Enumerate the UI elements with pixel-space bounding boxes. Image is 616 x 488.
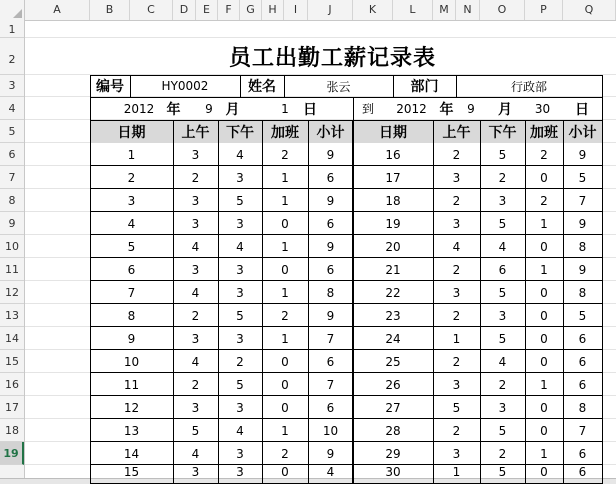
column-header-bar bbox=[0, 0, 616, 21]
table-cell: 9 bbox=[578, 262, 587, 277]
header-2: 下午 bbox=[218, 120, 262, 143]
start-year: 2012 bbox=[123, 101, 155, 116]
table-cell: 2 bbox=[498, 446, 507, 461]
table-cell: 0 bbox=[540, 170, 548, 185]
table-cell: 0 bbox=[281, 400, 289, 415]
table-cell: 2 bbox=[127, 170, 136, 185]
table-cell: 9 bbox=[326, 446, 335, 461]
table-cell: 5 bbox=[578, 308, 587, 323]
header-1: 上午 bbox=[173, 120, 218, 143]
table-cell: 3 bbox=[191, 331, 200, 346]
table-cell: 2 bbox=[191, 170, 200, 185]
table-cell: 9 bbox=[326, 239, 335, 254]
table-cell: 17 bbox=[385, 170, 401, 185]
table-cell: 3 bbox=[191, 400, 200, 415]
grid-line bbox=[90, 464, 603, 465]
table-cell: 8 bbox=[578, 239, 587, 254]
grid-line bbox=[90, 165, 603, 166]
column-header-l[interactable]: L bbox=[393, 0, 433, 20]
to-label: 到 bbox=[361, 102, 374, 116]
table-cell: 1 bbox=[281, 331, 289, 346]
row-header-6[interactable]: 6 bbox=[0, 143, 24, 166]
table-cell: 22 bbox=[385, 285, 401, 300]
table-cell: 3 bbox=[236, 446, 244, 461]
row-header-9[interactable]: 9 bbox=[0, 212, 24, 235]
table-cell: 9 bbox=[326, 193, 335, 208]
table-cell: 3 bbox=[452, 285, 461, 300]
grid-line bbox=[90, 349, 603, 350]
header-0: 日期 bbox=[90, 120, 173, 143]
table-cell: 2 bbox=[498, 377, 507, 392]
id-value: HY0002 bbox=[161, 79, 209, 93]
grid-line bbox=[90, 303, 603, 304]
row-header-2[interactable]: 2 bbox=[0, 38, 24, 75]
row-header-15[interactable]: 15 bbox=[0, 350, 24, 373]
table-cell: 9 bbox=[326, 147, 335, 162]
grid-line bbox=[393, 75, 394, 97]
grid-line bbox=[173, 120, 174, 484]
table-cell: 5 bbox=[578, 170, 587, 185]
table-cell: 4 bbox=[236, 147, 244, 162]
table-cell: 5 bbox=[498, 331, 507, 346]
row-header-14[interactable]: 14 bbox=[0, 327, 24, 350]
table-cell: 0 bbox=[281, 465, 289, 479]
row-header-7[interactable]: 7 bbox=[0, 166, 24, 189]
table-cell: 3 bbox=[236, 400, 244, 415]
end-year: 2012 bbox=[396, 101, 427, 116]
id-label: 编号 bbox=[96, 79, 124, 95]
table-cell: 18 bbox=[385, 193, 401, 208]
table-cell: 24 bbox=[385, 331, 401, 346]
column-header-a[interactable]: A bbox=[25, 0, 90, 20]
grid-line bbox=[130, 75, 131, 97]
table-cell: 6 bbox=[578, 465, 587, 479]
table-cell: 16 bbox=[385, 147, 401, 162]
table-cell: 3 bbox=[498, 308, 507, 323]
table-cell: 1 bbox=[281, 239, 289, 254]
grid-line bbox=[90, 441, 603, 442]
table-cell: 6 bbox=[326, 170, 335, 185]
table-cell: 9 bbox=[326, 308, 335, 323]
row-header-18[interactable]: 18 bbox=[0, 419, 24, 442]
table-cell: 6 bbox=[578, 331, 587, 346]
table-cell: 9 bbox=[578, 216, 587, 231]
select-all-corner[interactable] bbox=[0, 0, 25, 20]
grid-line bbox=[456, 75, 457, 97]
table-cell: 13 bbox=[123, 423, 140, 438]
table-cell: 2 bbox=[498, 170, 507, 185]
column-header-e[interactable]: E bbox=[196, 0, 218, 20]
table-cell: 0 bbox=[281, 216, 289, 231]
row-header-3[interactable]: 3 bbox=[0, 75, 24, 97]
table-cell: 5 bbox=[127, 239, 136, 254]
end-year-label: 年 bbox=[439, 101, 454, 118]
table-cell: 2 bbox=[452, 147, 461, 162]
column-header-b[interactable]: B bbox=[90, 0, 130, 20]
table-cell: 0 bbox=[540, 465, 548, 479]
start-month-label: 月 bbox=[225, 101, 240, 118]
row-header-11[interactable]: 11 bbox=[0, 258, 24, 281]
table-cell: 4 bbox=[191, 446, 200, 461]
table-cell: 19 bbox=[385, 216, 401, 231]
grid-line bbox=[90, 97, 603, 98]
table-cell: 11 bbox=[123, 377, 140, 392]
table-cell: 2 bbox=[452, 262, 461, 277]
start-month: 9 bbox=[205, 101, 213, 116]
header-5: 日期 bbox=[353, 120, 433, 143]
column-header-h[interactable]: H bbox=[262, 0, 284, 20]
table-cell: 21 bbox=[385, 262, 401, 277]
table-cell: 10 bbox=[123, 354, 140, 369]
table-cell: 6 bbox=[498, 262, 507, 277]
table-cell: 1 bbox=[281, 193, 289, 208]
grid-line bbox=[90, 120, 603, 121]
grid-line bbox=[525, 120, 526, 484]
column-header-f[interactable]: F bbox=[218, 0, 240, 20]
table-cell: 29 bbox=[385, 446, 401, 461]
grid-line bbox=[90, 372, 603, 373]
grid-line bbox=[90, 418, 603, 419]
table-cell: 2 bbox=[281, 308, 289, 323]
header-8: 加班 bbox=[525, 120, 563, 143]
table-cell: 4 bbox=[127, 216, 136, 231]
table-cell: 1 bbox=[540, 216, 548, 231]
grid-line bbox=[480, 120, 481, 484]
header-3: 加班 bbox=[262, 120, 308, 143]
table-cell: 3 bbox=[236, 170, 244, 185]
column-header-g[interactable]: G bbox=[240, 0, 262, 20]
table-cell: 6 bbox=[326, 262, 335, 277]
table-cell: 0 bbox=[540, 285, 548, 300]
table-cell: 27 bbox=[385, 400, 401, 415]
table-cell: 3 bbox=[236, 285, 244, 300]
end-month: 9 bbox=[467, 101, 475, 116]
table-cell: 1 bbox=[281, 285, 289, 300]
table-cell: 3 bbox=[236, 465, 244, 479]
column-header-n[interactable]: N bbox=[456, 0, 480, 20]
header-6: 上午 bbox=[433, 120, 480, 143]
sheet-title: 员工出勤工薪记录表 bbox=[229, 45, 437, 71]
grid-line bbox=[90, 257, 603, 258]
start-day: 1 bbox=[281, 101, 289, 116]
table-cell: 3 bbox=[452, 377, 461, 392]
row-header-16[interactable]: 16 bbox=[0, 373, 24, 396]
row-header-10[interactable]: 10 bbox=[0, 235, 24, 258]
table-cell: 28 bbox=[385, 423, 401, 438]
table-cell: 4 bbox=[236, 423, 244, 438]
table-cell: 25 bbox=[385, 354, 401, 369]
grid-line bbox=[90, 188, 603, 189]
table-cell: 5 bbox=[236, 377, 244, 392]
table-cell: 4 bbox=[498, 354, 507, 369]
grid-line bbox=[353, 97, 354, 120]
table-cell: 3 bbox=[452, 170, 461, 185]
table-cell: 0 bbox=[540, 354, 548, 369]
table-cell: 2 bbox=[236, 354, 244, 369]
table-cell: 10 bbox=[322, 423, 339, 438]
column-header-q[interactable]: Q bbox=[563, 0, 616, 20]
end-day: 30 bbox=[534, 101, 551, 116]
table-cell: 0 bbox=[540, 400, 548, 415]
row-header-8[interactable]: 8 bbox=[0, 189, 24, 212]
end-day-label: 日 bbox=[575, 101, 589, 118]
table-cell: 15 bbox=[123, 465, 140, 479]
table-cell: 2 bbox=[281, 446, 289, 461]
table-cell: 4 bbox=[236, 239, 244, 254]
center-divider bbox=[352, 120, 353, 484]
table-cell: 2 bbox=[540, 193, 548, 208]
table-cell: 23 bbox=[385, 308, 401, 323]
table-cell: 2 bbox=[452, 423, 461, 438]
table-cell: 1 bbox=[127, 147, 136, 162]
table-cell: 3 bbox=[191, 193, 200, 208]
table-cell: 3 bbox=[236, 262, 244, 277]
table-cell: 6 bbox=[578, 377, 587, 392]
table-cell: 3 bbox=[191, 216, 200, 231]
table-cell: 5 bbox=[191, 423, 200, 438]
table-cell: 6 bbox=[127, 262, 136, 277]
table-cell: 0 bbox=[540, 239, 548, 254]
table-cell: 0 bbox=[281, 377, 289, 392]
table-cell: 2 bbox=[452, 354, 461, 369]
grid-line bbox=[563, 120, 564, 484]
grid-line bbox=[433, 120, 434, 484]
table-cell: 5 bbox=[236, 193, 244, 208]
row-header-bar bbox=[0, 20, 25, 482]
table-cell: 3 bbox=[452, 216, 461, 231]
table-cell: 5 bbox=[498, 423, 507, 438]
column-header-j[interactable]: J bbox=[308, 0, 353, 20]
table-cell: 4 bbox=[326, 465, 335, 479]
row-header-19[interactable]: 19 bbox=[0, 442, 24, 465]
grid-line bbox=[240, 75, 241, 97]
grid-line bbox=[218, 120, 219, 484]
start-day-label: 日 bbox=[303, 101, 317, 118]
table-cell: 5 bbox=[498, 216, 507, 231]
table-cell: 26 bbox=[385, 377, 401, 392]
table-cell: 12 bbox=[123, 400, 140, 415]
dept-value: 行政部 bbox=[510, 79, 547, 94]
grid-line bbox=[90, 326, 603, 327]
end-month-label: 月 bbox=[498, 101, 512, 118]
table-cell: 0 bbox=[540, 308, 548, 323]
row-header-13[interactable]: 13 bbox=[0, 304, 24, 327]
table-cell: 3 bbox=[498, 193, 507, 208]
table-cell: 0 bbox=[540, 331, 548, 346]
table-cell: 4 bbox=[452, 239, 461, 254]
table-cell: 9 bbox=[578, 147, 587, 162]
table-cell: 6 bbox=[326, 354, 335, 369]
table-cell: 4 bbox=[191, 354, 200, 369]
table-cell: 30 bbox=[385, 465, 401, 479]
table-cell: 8 bbox=[578, 400, 587, 415]
table-cell: 5 bbox=[498, 285, 507, 300]
name-value: 张云 bbox=[326, 79, 351, 94]
grid-line bbox=[90, 211, 603, 212]
table-cell: 2 bbox=[281, 147, 289, 162]
table-cell: 8 bbox=[127, 308, 136, 323]
table-cell: 5 bbox=[498, 147, 507, 162]
table-cell: 7 bbox=[127, 285, 136, 300]
table-cell: 1 bbox=[281, 170, 289, 185]
row-header-1[interactable]: 1 bbox=[0, 21, 24, 38]
start-year-label: 年 bbox=[166, 101, 181, 118]
table-cell: 3 bbox=[191, 262, 200, 277]
table-cell: 7 bbox=[578, 193, 587, 208]
header-4: 小计 bbox=[308, 120, 353, 143]
table-cell: 3 bbox=[127, 193, 136, 208]
table-cell: 6 bbox=[578, 446, 587, 461]
table-cell: 3 bbox=[191, 147, 200, 162]
table-cell: 3 bbox=[236, 331, 244, 346]
table-cell: 2 bbox=[191, 377, 200, 392]
grid-line bbox=[284, 75, 285, 97]
column-header-o[interactable]: O bbox=[480, 0, 525, 20]
row-header-5[interactable]: 5 bbox=[0, 120, 24, 143]
grid-line bbox=[90, 280, 603, 281]
header-9: 小计 bbox=[563, 120, 602, 143]
grid-line bbox=[262, 120, 263, 484]
name-label: 姓名 bbox=[248, 79, 276, 95]
table-cell: 7 bbox=[326, 331, 335, 346]
table-cell: 6 bbox=[326, 216, 335, 231]
table-cell: 5 bbox=[452, 400, 461, 415]
table-cell: 0 bbox=[540, 423, 548, 438]
table-cell: 7 bbox=[578, 423, 587, 438]
row-header-12[interactable]: 12 bbox=[0, 281, 24, 304]
table-cell: 1 bbox=[540, 377, 548, 392]
table-cell: 6 bbox=[326, 400, 335, 415]
column-header-i[interactable]: I bbox=[284, 0, 308, 20]
column-header-c[interactable]: C bbox=[130, 0, 173, 20]
table-cell: 5 bbox=[236, 308, 244, 323]
table-cell: 2 bbox=[191, 308, 200, 323]
table-cell: 0 bbox=[281, 262, 289, 277]
column-header-p[interactable]: P bbox=[525, 0, 563, 20]
sheet-gridline bbox=[25, 37, 616, 38]
table-cell: 4 bbox=[191, 285, 200, 300]
table-cell: 2 bbox=[540, 147, 548, 162]
table-cell: 7 bbox=[326, 377, 335, 392]
table-cell: 14 bbox=[123, 446, 140, 461]
table-cell: 1 bbox=[452, 465, 461, 479]
table-cell: 1 bbox=[540, 446, 548, 461]
table-cell: 8 bbox=[326, 285, 335, 300]
grid-line bbox=[308, 120, 309, 484]
table-cell: 0 bbox=[281, 354, 289, 369]
table-cell: 1 bbox=[452, 331, 461, 346]
row-header-17[interactable]: 17 bbox=[0, 396, 24, 419]
table-cell: 3 bbox=[498, 400, 507, 415]
table-cell: 4 bbox=[498, 239, 507, 254]
header-7: 下午 bbox=[480, 120, 525, 143]
grid-line bbox=[90, 395, 603, 396]
form-border-top bbox=[90, 75, 603, 76]
table-cell: 1 bbox=[281, 423, 289, 438]
table-cell: 6 bbox=[578, 354, 587, 369]
row-header-4[interactable]: 4 bbox=[0, 97, 24, 120]
table-cell: 2 bbox=[452, 308, 461, 323]
table-cell: 9 bbox=[127, 331, 136, 346]
column-header-k[interactable]: K bbox=[353, 0, 393, 20]
grid-line bbox=[90, 234, 603, 235]
column-header-m[interactable]: M bbox=[433, 0, 456, 20]
table-cell: 3 bbox=[236, 216, 244, 231]
table-cell: 3 bbox=[191, 465, 200, 479]
table-cell: 3 bbox=[452, 446, 461, 461]
column-header-d[interactable]: D bbox=[173, 0, 196, 20]
grid-line bbox=[353, 120, 354, 484]
table-cell: 2 bbox=[452, 193, 461, 208]
table-cell: 5 bbox=[498, 465, 507, 479]
table-cell: 1 bbox=[540, 262, 548, 277]
dept-label: 部门 bbox=[410, 79, 439, 95]
table-cell: 20 bbox=[385, 239, 401, 254]
table-cell: 4 bbox=[191, 239, 200, 254]
table-cell: 8 bbox=[578, 285, 587, 300]
